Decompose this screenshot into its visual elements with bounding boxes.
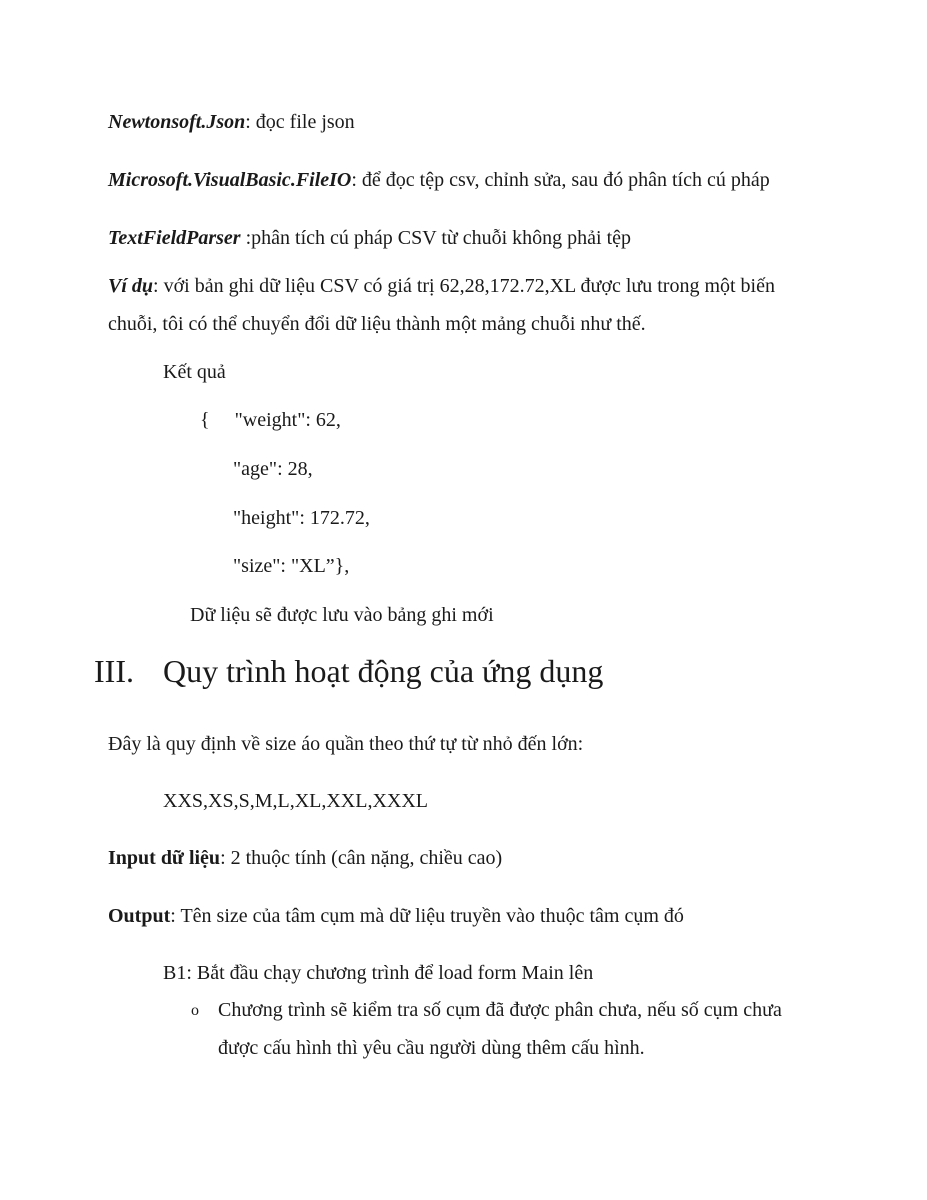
bullet-1-line-2: được cấu hình thì yêu cầu người dùng thêm cấu hình. [218,1037,645,1059]
lib-desc: : đọc file json [245,111,355,133]
lib-name: Microsoft.VisualBasic.FileIO [108,169,352,191]
size-rule: Đây là quy định về size áo quần theo thứ tự từ nhỏ đến lớn: [108,733,584,755]
input-text: : 2 thuộc tính (cân nặng, chiều cao) [220,847,503,869]
json-line-age: "age": 28, [233,458,313,480]
bullet-marker: o [191,1002,199,1019]
saved-note: Dữ liệu sẽ được lưu vào bảng ghi mới [190,604,494,626]
input-line [108,846,502,870]
lib-fileio-line [108,168,770,192]
bullet-1-line-1: Chương trình sẽ kiểm tra số cụm đã được phân chưa, nếu số cụm chưa [218,999,782,1021]
json-line-size: "size": "XL”}, [233,555,350,577]
lib-desc: :phân tích cú pháp CSV từ chuỗi không phải tệp [240,227,632,249]
lib-name: TextFieldParser [108,227,241,249]
example-label: Ví dụ [108,275,154,297]
output-line [108,904,684,928]
section-heading [94,651,604,691]
output-label: Output [108,905,171,927]
json-line-height: "height": 172.72, [233,507,370,529]
example-text: : với bản ghi dữ liệu CSV có giá trị 62,28,172.72,XL được lưu trong một biến [153,275,775,297]
size-list: XXS,XS,S,M,L,XL,XXL,XXXL [163,790,429,812]
step-1: B1: Bắt đầu chạy chương trình để load form Main lên [163,962,594,984]
section-title: Quy trình hoạt động của ứng dụng [163,653,604,689]
example-line-1 [108,274,775,298]
example-line-2: chuỗi, tôi có thể chuyển đổi dữ liệu thành một mảng chuỗi như thế. [108,313,646,335]
lib-name: Newtonsoft.Json [108,111,246,133]
section-number: III. [94,653,134,689]
lib-textfieldparser-line [108,226,631,250]
lib-desc: : để đọc tệp csv, chỉnh sửa, sau đó phân tích cú pháp [351,169,770,191]
output-text: : Tên size của tâm cụm mà dữ liệu truyền vào thuộc tâm cụm đó [170,905,684,927]
input-label: Input dữ liệu [108,847,221,869]
result-label: Kết quả [163,361,226,383]
json-line-weight: { "weight": 62, [200,409,341,431]
lib-newtonsoft-line [108,110,355,134]
